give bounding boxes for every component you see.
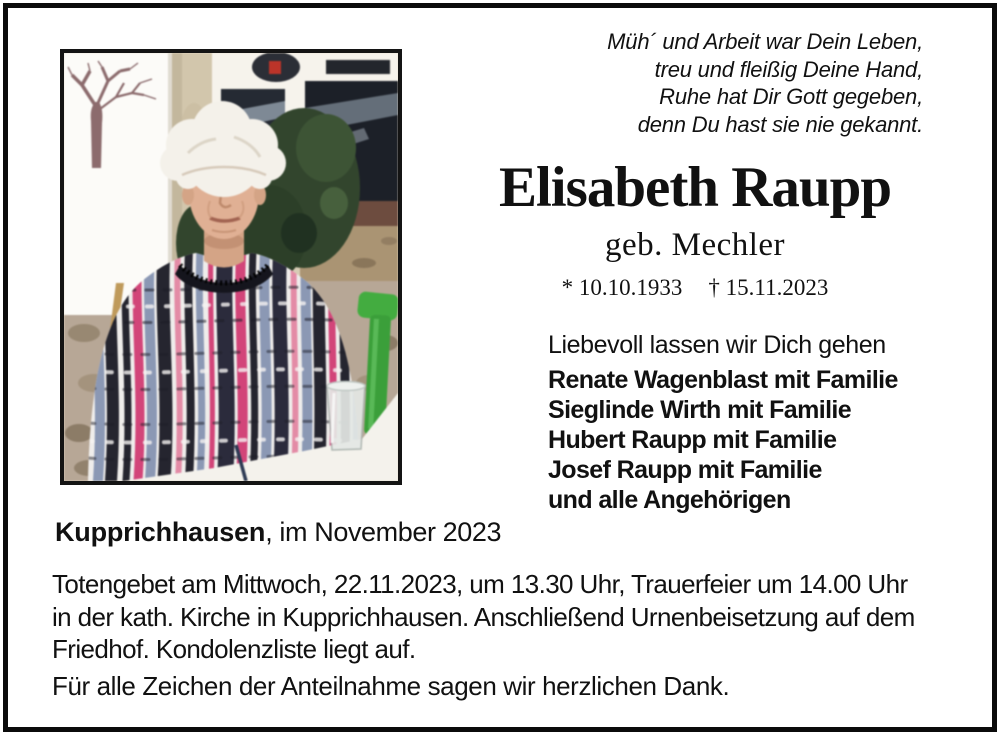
verse-line: denn Du hast sie nie gekannt. (637, 111, 923, 137)
funeral-details-line: in der kath. Kirche in Kupprichhausen. Anschließend Urnenbeisetzung auf dem (52, 601, 915, 632)
verse-line: Müh´ und Arbeit war Dein Leben, (607, 29, 923, 54)
portrait-photo (60, 49, 402, 485)
mourner: Sieglinde Wirth mit Familie (548, 396, 852, 424)
maiden-name: geb. Mechler (604, 227, 786, 263)
place-name: Kupprichhausen (55, 517, 266, 547)
memorial-verse (607, 28, 923, 138)
funeral-details-line: Friedhof. Kondolenzliste liegt auf. (52, 634, 416, 664)
death-date: † 15.11.2023 (708, 275, 829, 300)
mourners-list (548, 365, 898, 515)
photo-illustration (64, 53, 398, 481)
funeral-details (52, 568, 915, 666)
mourner: Hubert Raupp mit Familie (548, 426, 837, 454)
mourner: Josef Raupp mit Familie (548, 456, 822, 484)
mourner: Renate Wagenblast mit Familie (548, 366, 898, 394)
deceased-name: Elisabeth Raupp (498, 156, 892, 219)
verse-line: Ruhe hat Dir Gott gegeben, (659, 84, 923, 109)
farewell-line: Liebevoll lassen wir Dich gehen (548, 331, 886, 359)
mourner: und alle Angehörigen (548, 486, 791, 514)
drinking-glass (327, 382, 365, 451)
thanks-line: Für alle Zeichen der Anteilnahme sagen wir herzlichen Dank. (52, 671, 730, 701)
place-date-rest: , im November 2023 (265, 517, 502, 547)
birth-date: * 10.10.1933 (561, 275, 683, 300)
verse-line: treu und fleißig Deine Hand, (654, 56, 923, 82)
place-date-line (55, 517, 501, 548)
funeral-details-line: Totengebet am Mittwoch, 22.11.2023, um 13.30 Uhr, Trauerfeier um 14.00 Uhr (52, 569, 908, 599)
red-sign (269, 61, 281, 74)
life-dates (455, 275, 935, 301)
